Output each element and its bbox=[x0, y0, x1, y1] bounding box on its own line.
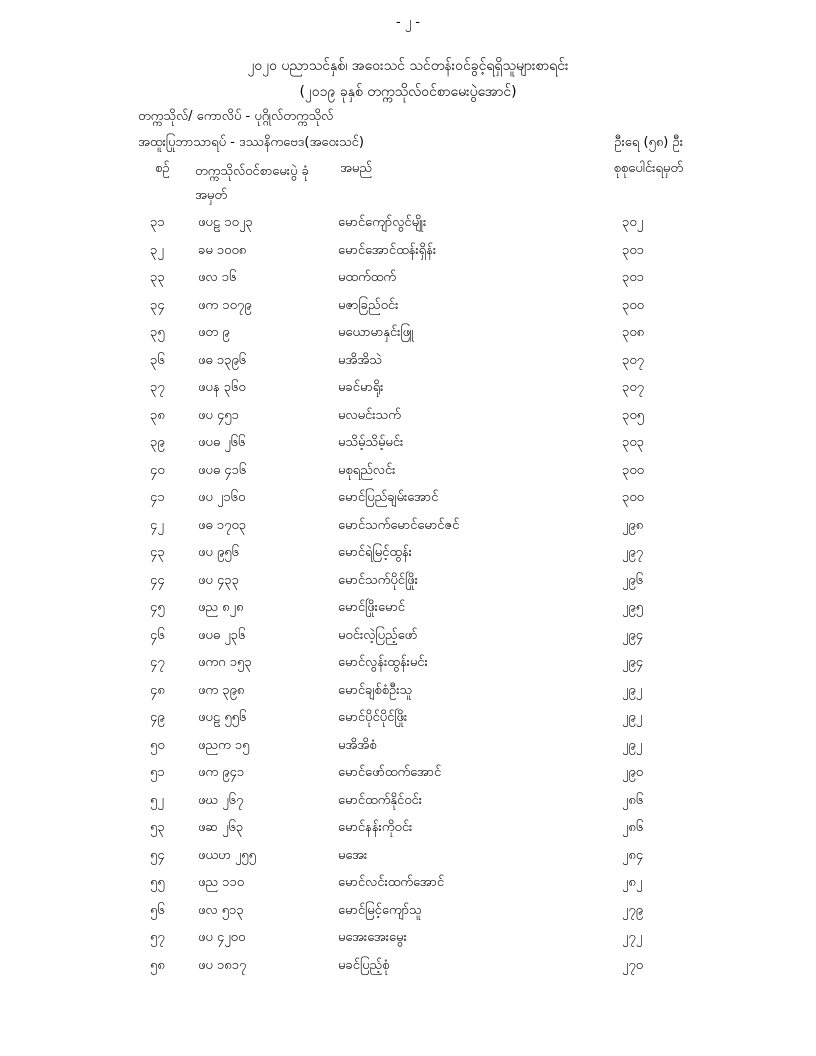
table-row bbox=[0, 705, 816, 733]
table-row bbox=[0, 623, 816, 651]
table-row bbox=[0, 540, 816, 568]
row-score: ၂၈၂ bbox=[622, 875, 643, 890]
row-name: မောင်ချစ်စံဦးသူ bbox=[338, 682, 413, 698]
student-count: ဦးရေ (၅၈) ဦး bbox=[614, 135, 683, 150]
row-roll-number: ဖပ ၄၃၃ bbox=[198, 572, 239, 588]
student-table bbox=[0, 210, 816, 980]
row-score: ၂၉၄ bbox=[622, 627, 644, 643]
row-name: မောင်ပိုင်ပိုင်ဖြိုး bbox=[338, 710, 408, 725]
row-score: ၂၇၂ bbox=[622, 930, 643, 945]
row-score: ၂၉၇ bbox=[622, 545, 644, 560]
row-name: မဇာခြည်ဝင်း bbox=[338, 297, 399, 313]
row-serial-no: ၄၂ bbox=[150, 517, 164, 533]
row-roll-number: ဖဓ ၁၇၀၃ bbox=[198, 517, 247, 533]
subject-label: အထူးပြုဘာသာရပ် - ဒဿနိကဗေဒ(အဝေးသင်) bbox=[138, 135, 364, 150]
row-score: ၂၉၈ bbox=[622, 517, 644, 533]
row-score: ၂၈၆ bbox=[622, 792, 644, 808]
header-name: အမည် bbox=[340, 161, 372, 176]
row-serial-no: ၅၃ bbox=[150, 820, 165, 835]
row-name: မယောမာနှင်းဖြူ bbox=[338, 325, 414, 340]
row-serial-no: ၃၇ bbox=[150, 380, 165, 395]
table-row bbox=[0, 678, 816, 706]
row-roll-number: ဖလ ၅၁၃ bbox=[198, 902, 244, 918]
table-row bbox=[0, 210, 816, 238]
row-name: မအေးအေးမွေး bbox=[338, 930, 407, 945]
row-score: ၂၉၆ bbox=[622, 572, 644, 588]
row-serial-no: ၄၄ bbox=[150, 572, 165, 588]
table-row bbox=[0, 238, 816, 266]
table-row bbox=[0, 430, 816, 458]
row-serial-no: ၅၂ bbox=[150, 792, 164, 808]
row-roll-number: ဖက ၁၀၇၉ bbox=[198, 297, 252, 313]
row-name: မောင်သက်ပိုင်ဖြိုး bbox=[338, 572, 418, 588]
row-roll-number: ခမ ၁၀၀၈ bbox=[198, 242, 247, 258]
table-row bbox=[0, 320, 816, 348]
row-roll-number: ဖပ ၂၁၆၀ bbox=[198, 490, 246, 505]
row-score: ၂၉၂ bbox=[622, 682, 643, 698]
row-roll-number: ဖပဠ ၁၀၂၃ bbox=[198, 215, 253, 230]
header-roll-number: တက္ကသိုလ်ဝင်စာမေးပွဲ ခုံအမှတ် bbox=[195, 164, 309, 203]
table-row bbox=[0, 458, 816, 486]
row-name: မခင်မာရိုး bbox=[338, 380, 384, 395]
table-row bbox=[0, 265, 816, 293]
table-row bbox=[0, 898, 816, 926]
table-row bbox=[0, 375, 816, 403]
row-name: မောင်ဖော်ထက်အောင် bbox=[338, 765, 442, 780]
row-serial-no: ၄၉ bbox=[150, 710, 165, 725]
table-row bbox=[0, 843, 816, 871]
row-score: ၃၀၅ bbox=[622, 407, 644, 423]
row-name: မောင်သက်မောင်မောင်ဇင် bbox=[338, 517, 460, 533]
row-roll-number: ဖဃ ၂၆၇ bbox=[198, 792, 244, 808]
row-serial-no: ၅၄ bbox=[150, 847, 165, 863]
row-name: မအိအိစံ bbox=[338, 737, 377, 753]
row-name: မောင်ပြည်ချမ်းအောင် bbox=[338, 490, 439, 505]
row-name: မသိမ့်သိမ့်မင်း bbox=[338, 435, 404, 450]
row-serial-no: ၅၆ bbox=[150, 902, 165, 918]
table-row bbox=[0, 485, 816, 513]
row-name: မဝင်းလဲ့ပြည့်ဖော် bbox=[338, 627, 418, 643]
row-roll-number: ဖတ ၉ bbox=[198, 325, 230, 340]
row-serial-no: ၅၇ bbox=[150, 930, 165, 945]
row-serial-no: ၃၂ bbox=[150, 242, 164, 258]
row-name: မောင်ကျော်လွင်မျိုး bbox=[338, 215, 427, 230]
row-serial-no: ၄၈ bbox=[150, 682, 165, 698]
row-name: မောင်ရဲမြင့်ထွန်း bbox=[338, 545, 412, 560]
row-serial-no: ၅၁ bbox=[150, 765, 165, 780]
table-row bbox=[0, 815, 816, 843]
row-roll-number: ဖည ၈၂၈ bbox=[198, 600, 244, 615]
table-row bbox=[0, 595, 816, 623]
row-name: မောင်လွန်းထွန်းမင်း bbox=[338, 655, 428, 670]
row-roll-number: ဖပဓ ၄၁၆ bbox=[198, 462, 247, 478]
row-roll-number: ဖပ ၄၂၀၀ bbox=[198, 930, 246, 945]
row-score: ၃၀၇ bbox=[622, 352, 644, 368]
row-name: မောင်နန်းကိုဝင်း bbox=[338, 820, 413, 835]
table-row bbox=[0, 568, 816, 596]
row-score: ၃၀၀ bbox=[622, 462, 644, 478]
row-roll-number: ဖညက ၁၅ bbox=[198, 737, 250, 753]
row-serial-no: ၄၁ bbox=[150, 490, 165, 505]
table-row bbox=[0, 293, 816, 321]
page-number: - ၂ - bbox=[395, 15, 421, 30]
row-name: မောင်လင်းထက်အောင် bbox=[338, 875, 445, 890]
row-score: ၃၀၀ bbox=[622, 490, 644, 505]
row-score: ၂၉၀ bbox=[622, 765, 644, 780]
row-roll-number: ဖဓ ၁၃၉၆ bbox=[198, 352, 247, 368]
row-score: ၂၈၆ bbox=[622, 820, 644, 835]
row-roll-number: ဖယဟ ၂၅၅ bbox=[198, 847, 256, 863]
row-name: မလမင်းသက် bbox=[338, 407, 401, 423]
row-name: မောင်အောင်ထန်းရှိန်း bbox=[338, 242, 437, 258]
row-score: ၂၉၂ bbox=[622, 737, 643, 753]
row-name: မအေး bbox=[338, 847, 368, 863]
row-serial-no: ၄၃ bbox=[150, 545, 165, 560]
row-score: ၂၈၄ bbox=[622, 847, 644, 863]
row-roll-number: ဖပဠ ၅၅၆ bbox=[198, 710, 247, 725]
row-roll-number: ဖပ ၁၈၁၇ bbox=[198, 957, 247, 973]
header-total-score: စုစုပေါင်းရမှတ် bbox=[613, 161, 683, 176]
row-roll-number: ဖပန ၃၆၀ bbox=[198, 380, 246, 395]
table-row bbox=[0, 403, 816, 431]
table-row bbox=[0, 348, 816, 376]
row-serial-no: ၅၈ bbox=[150, 957, 165, 973]
row-serial-no: ၄၇ bbox=[150, 655, 165, 670]
table-row bbox=[0, 760, 816, 788]
row-roll-number: ဖပဓ ၂၃၆ bbox=[198, 627, 246, 643]
row-name: မစုရည်လင်း bbox=[338, 462, 396, 478]
row-roll-number: ဖလ ၁၆ bbox=[198, 270, 237, 285]
table-row bbox=[0, 513, 816, 541]
row-name: မထက်ထက် bbox=[338, 270, 397, 285]
row-name: မအိအိသဲ bbox=[338, 352, 382, 368]
row-serial-no: ၃၁ bbox=[150, 215, 165, 230]
row-serial-no: ၄၀ bbox=[150, 462, 165, 478]
row-serial-no: ၄၆ bbox=[150, 627, 165, 643]
row-score: ၃၀၃ bbox=[622, 435, 644, 450]
row-roll-number: ဖပ ၄၅၁ bbox=[198, 407, 239, 423]
row-roll-number: ဖည ၁၁၀ bbox=[198, 875, 245, 890]
row-serial-no: ၅၅ bbox=[150, 875, 165, 890]
row-score: ၃၀၈ bbox=[622, 325, 645, 340]
row-roll-number: ဖဆ ၂၆၃ bbox=[198, 820, 244, 835]
table-row bbox=[0, 870, 816, 898]
row-name: မောင်မြင့်ကျော်သူ bbox=[338, 902, 422, 918]
table-row bbox=[0, 733, 816, 761]
row-score: ၂၇၀ bbox=[622, 957, 644, 973]
row-serial-no: ၃၅ bbox=[150, 325, 165, 340]
row-serial-no: ၃၄ bbox=[150, 297, 165, 313]
row-name: မောင်ဖြိုးမောင် bbox=[338, 600, 405, 615]
row-name: မောင်ထက်နိုင်ဝင်း bbox=[338, 792, 423, 808]
row-score: ၃၀၂ bbox=[622, 215, 644, 230]
row-serial-no: ၃၆ bbox=[150, 352, 165, 368]
row-name: မခင်ပြည့်စုံ bbox=[338, 957, 390, 973]
row-score: ၃၀၇ bbox=[622, 380, 644, 395]
row-roll-number: ဖပ ၉၅၆ bbox=[198, 545, 239, 560]
table-row bbox=[0, 925, 816, 953]
row-score: ၂၉၅ bbox=[622, 600, 644, 615]
row-score: ၃၀၁ bbox=[622, 270, 644, 285]
row-score: ၃၀၁ bbox=[622, 242, 644, 258]
row-serial-no: ၃၈ bbox=[150, 407, 165, 423]
row-score: ၂၉၂ bbox=[622, 710, 643, 725]
row-serial-no: ၃၉ bbox=[150, 435, 165, 450]
header-serial-no: စဉ် bbox=[155, 161, 170, 176]
row-roll-number: ဖက ၉၄၁ bbox=[198, 765, 245, 780]
table-row bbox=[0, 953, 816, 981]
table-row bbox=[0, 650, 816, 678]
row-roll-number: ဖက ၃၉၈ bbox=[198, 682, 245, 698]
document-title: ၂၀၂၀ ပညာသင်နှစ်၊ အဝေးသင် သင်တန်းဝင်ခွင့်ရရှိသူများစာရင်း bbox=[247, 58, 569, 74]
row-roll-number: ဖကဂ ၁၅၃ bbox=[198, 655, 252, 670]
table-row bbox=[0, 788, 816, 816]
row-serial-no: ၄၅ bbox=[150, 600, 165, 615]
row-roll-number: ဖပဓ ၂၆၆ bbox=[198, 435, 246, 450]
university-label: တက္ကသိုလ်/ ကောလိပ် - ပုဂ္ဂိုလ်တက္ကသိုလ် bbox=[138, 109, 334, 124]
row-score: ၂၉၄ bbox=[622, 655, 644, 670]
row-score: ၂၇၉ bbox=[622, 902, 644, 918]
row-score: ၃၀၀ bbox=[622, 297, 644, 313]
document-subtitle: (၂၀၁၉ ခုနှစ် တက္ကသိုလ်ဝင်စာမေးပွဲအောင်) bbox=[299, 84, 517, 100]
row-serial-no: ၅၀ bbox=[150, 737, 165, 753]
row-serial-no: ၃၃ bbox=[150, 270, 165, 285]
